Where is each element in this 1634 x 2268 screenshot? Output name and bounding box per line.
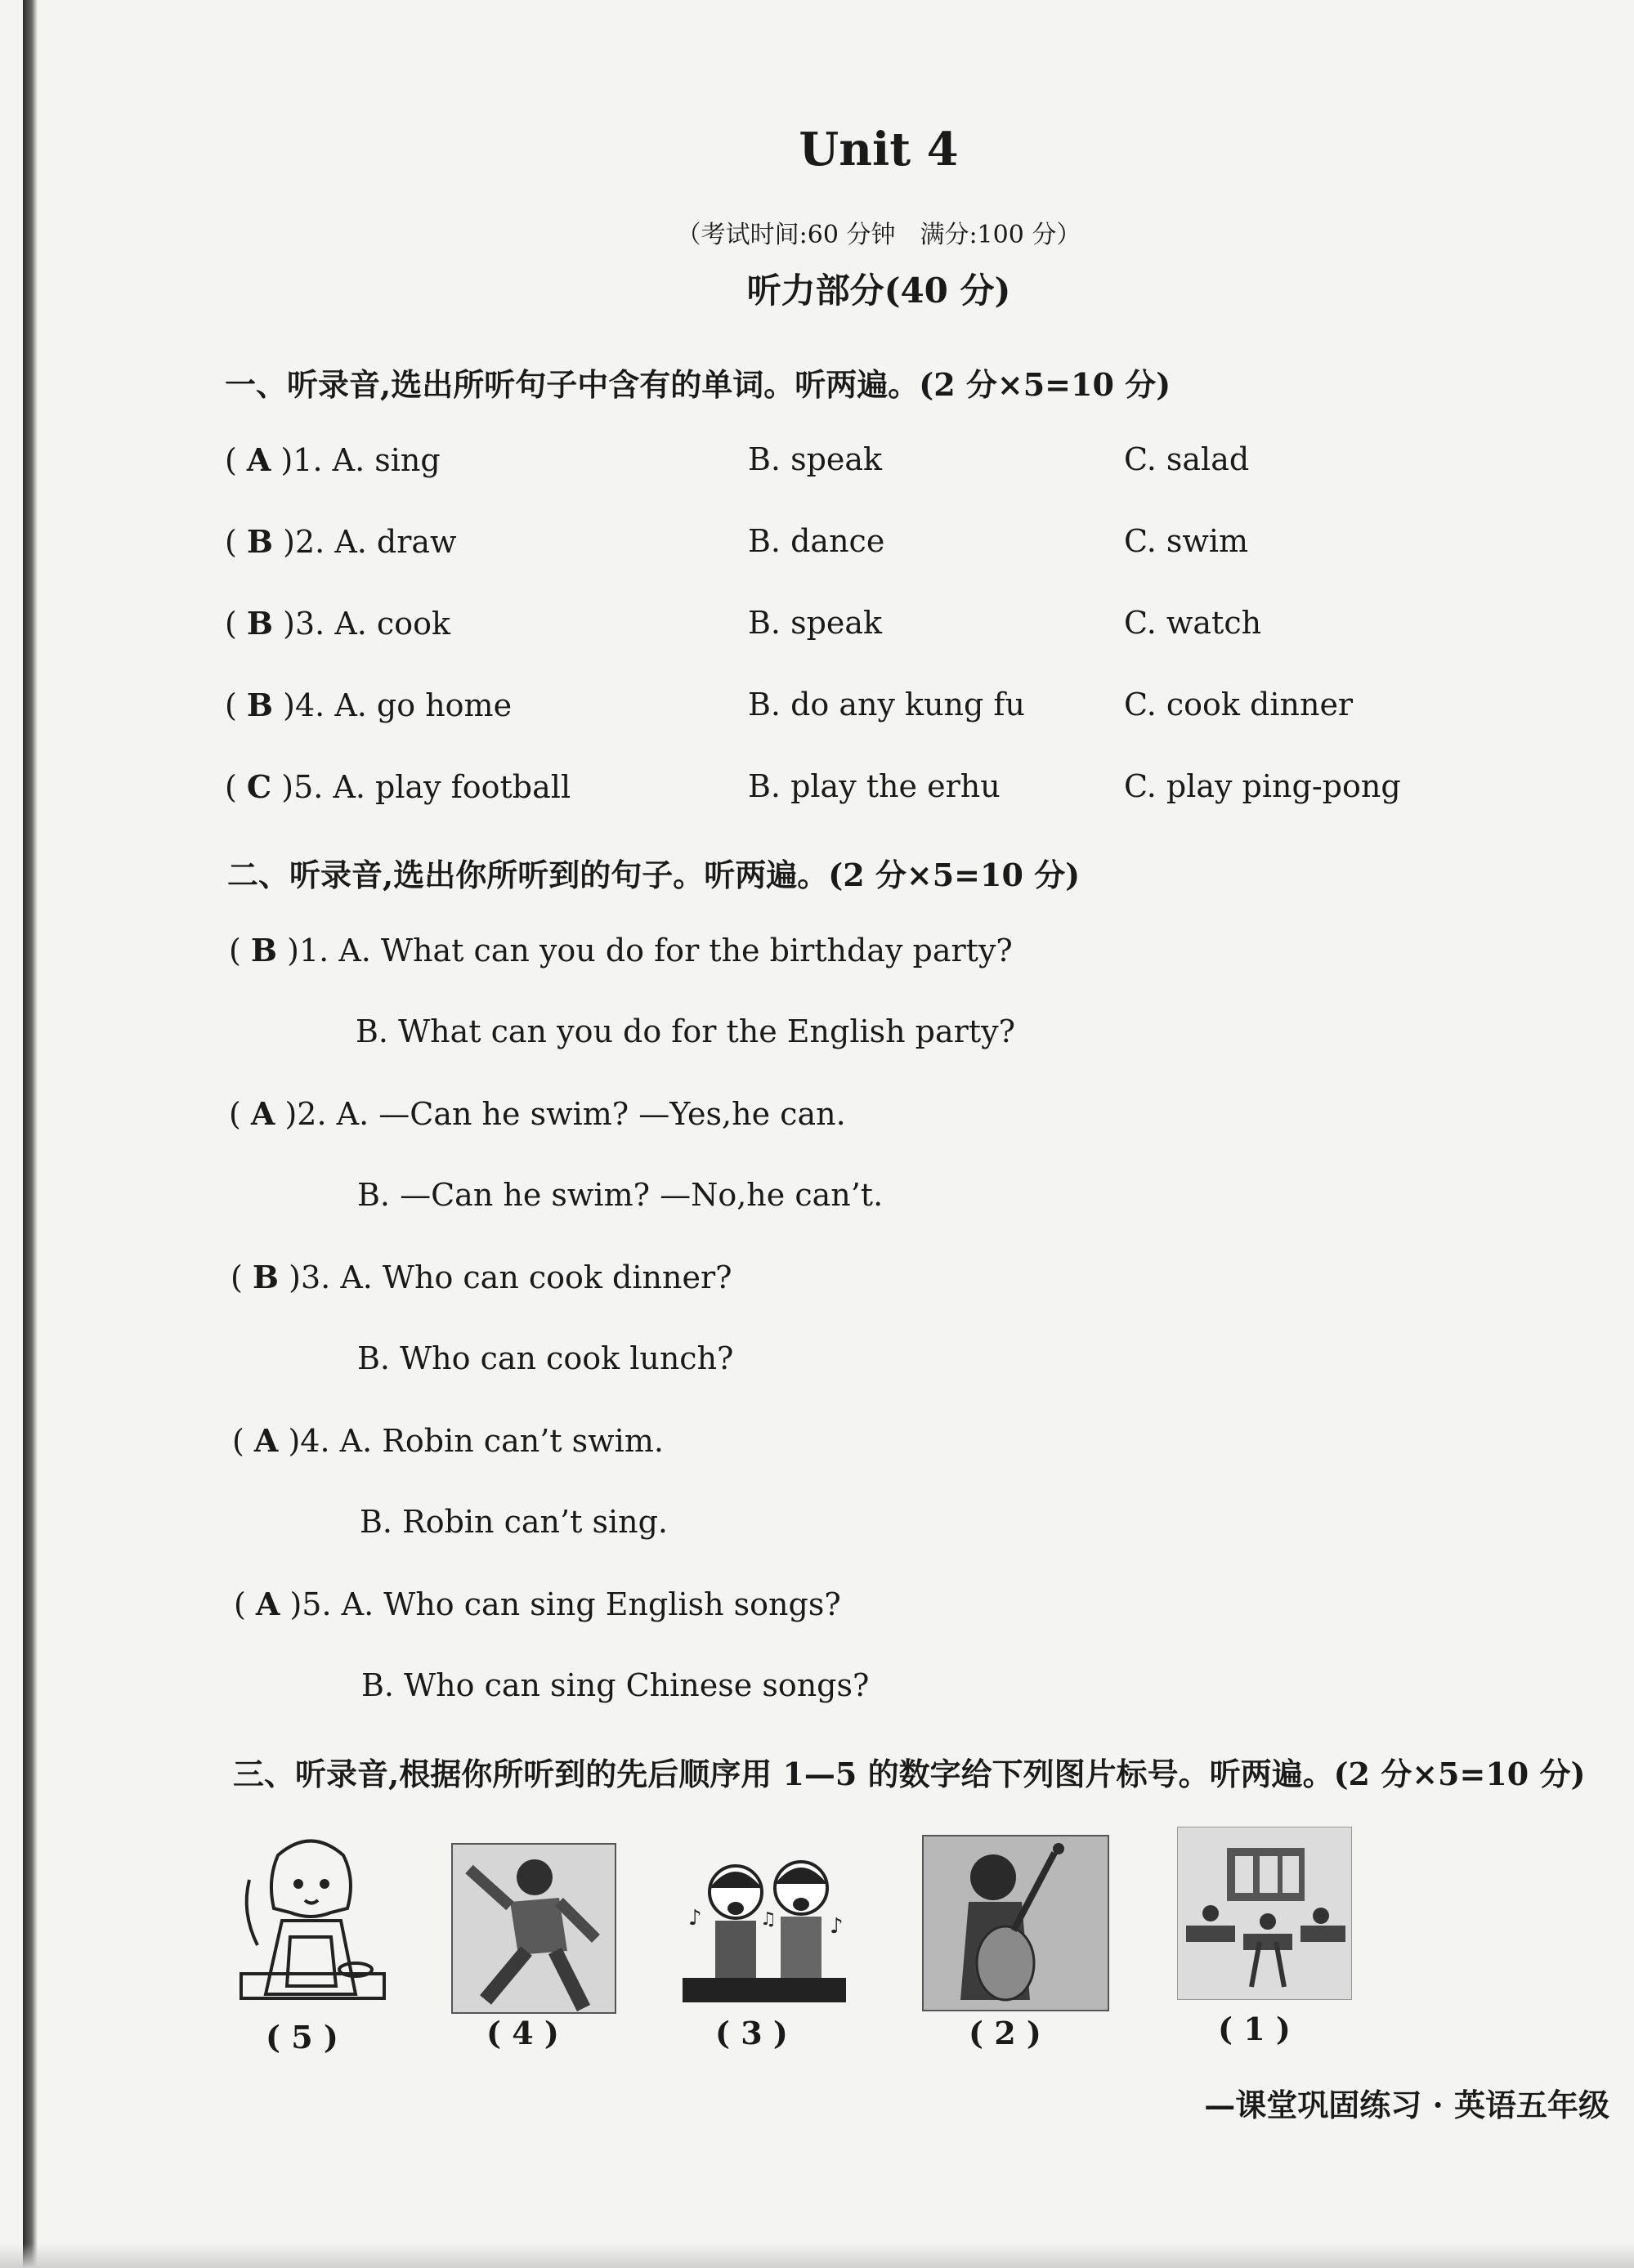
s2-q1: ( B )1. A. What can you do for the birthday party?: [229, 932, 1013, 968]
dancing-boy-image: [451, 1843, 616, 2014]
section3-heading: 三、听录音,根据你所听到的先后顺序用 1—5 的数字给下列图片标号。听两遍。(2 分×5=10 分): [233, 1756, 1586, 1792]
s1-q2: ( B )2. A. draw: [225, 523, 457, 560]
s2-q2: ( A )2. A. —Can he swim? —Yes,he can.: [229, 1095, 846, 1132]
picture-label-1: ( 5 ): [266, 2019, 338, 2056]
answer: A: [250, 1095, 275, 1132]
s2-q4: ( A )4. A. Robin can’t swim.: [232, 1422, 664, 1459]
s1-q3: ( B )3. A. cook: [225, 605, 450, 642]
s2-q3-option-b: B. Who can cook lunch?: [357, 1340, 734, 1376]
page-shadow: [0, 2243, 1634, 2268]
answer: A: [255, 1586, 280, 1622]
section1-heading: 一、听录音,选出所听句子中含有的单词。听两遍。(2 分×5=10 分): [225, 366, 1171, 403]
s2-q4-option-b: B. Robin can’t sing.: [360, 1504, 668, 1540]
s1-q5-option-c: C. play ping-pong: [1124, 768, 1401, 804]
s1-q4: ( B )4. A. go home: [225, 687, 513, 723]
classroom-image: [1177, 1827, 1352, 2000]
s1-q2-option-b: B. dance: [748, 523, 885, 559]
answer: A: [246, 441, 271, 478]
part-heading: 听力部分(40 分): [746, 271, 1011, 311]
answer: A: [253, 1422, 279, 1459]
singing-boys-image: [678, 1843, 852, 2006]
page-edge: [23, 0, 38, 2268]
s1-q3-option-c: C. watch: [1124, 605, 1262, 641]
s2-q3: ( B )3. A. Who can cook dinner?: [231, 1259, 732, 1295]
s1-q5: ( C )5. A. play football: [225, 768, 571, 805]
answer: C: [246, 768, 272, 805]
exam-info: （考试时间:60 分钟 满分:100 分）: [676, 221, 1081, 249]
s1-q1-option-c: C. salad: [1124, 441, 1250, 477]
answer: B: [250, 932, 278, 968]
s1-q2-option-c: C. swim: [1124, 523, 1249, 559]
svg-text:♪: ♪: [830, 1914, 844, 1939]
s2-q5-option-b: B. Who can sing Chinese songs?: [361, 1667, 870, 1703]
answer: B: [252, 1259, 280, 1295]
s2-q2-option-b: B. —Can he swim? —No,he can’t.: [357, 1177, 884, 1213]
s1-q1: ( A )1. A. sing: [225, 441, 441, 478]
cooking-girl-image: [233, 1831, 392, 2006]
answer: B: [246, 687, 274, 723]
s2-q5: ( A )5. A. Who can sing English songs?: [234, 1586, 841, 1622]
svg-text:♫: ♫: [760, 1909, 777, 1930]
s1-q1-option-b: B. speak: [748, 441, 883, 477]
picture-label-3: ( 3 ): [715, 2015, 788, 2051]
s2-q1-option-b: B. What can you do for the English party?: [356, 1013, 1015, 1049]
svg-text:♪: ♪: [688, 1906, 702, 1930]
picture-label-2: ( 4 ): [486, 2015, 559, 2051]
page-footer: —课堂巩固练习 · 英语五年级: [1204, 2087, 1609, 2123]
pipa-girl-image: [922, 1835, 1109, 2011]
s1-q4-option-c: C. cook dinner: [1124, 687, 1354, 722]
s1-q5-option-b: B. play the erhu: [748, 768, 1001, 804]
s1-q3-option-b: B. speak: [748, 605, 883, 641]
page-title: Unit 4: [799, 123, 959, 177]
answer: B: [246, 605, 274, 642]
answer: B: [246, 523, 274, 560]
picture-label-5: ( 1 ): [1218, 2011, 1291, 2047]
s1-q4-option-b: B. do any kung fu: [748, 687, 1025, 722]
picture-label-4: ( 2 ): [969, 2015, 1041, 2051]
section2-heading: 二、听录音,选出你所听到的句子。听两遍。(2 分×5=10 分): [227, 857, 1081, 893]
